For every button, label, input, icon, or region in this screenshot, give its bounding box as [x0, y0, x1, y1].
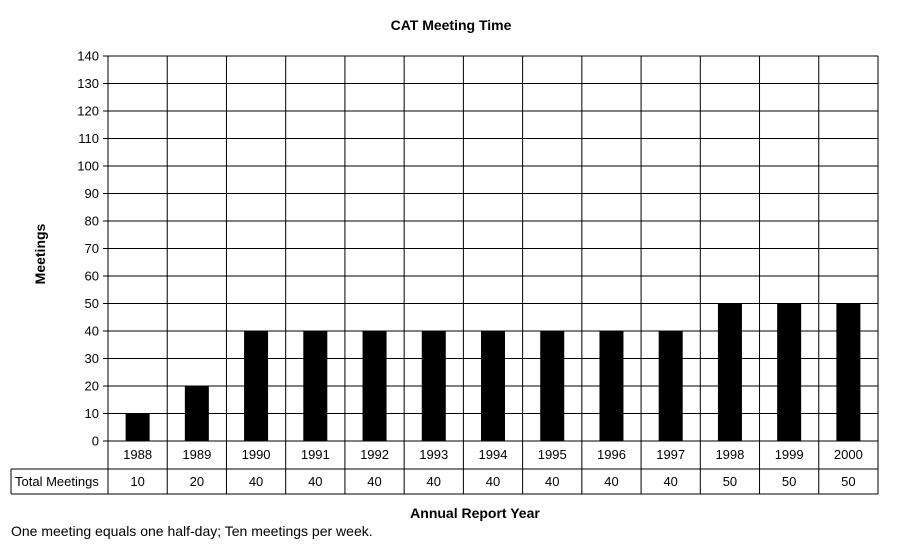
bar-1996	[599, 331, 623, 441]
y-tick-label: 80	[84, 213, 99, 229]
x-tick-label: 1995	[537, 447, 567, 462]
table-cell-1991: 40	[308, 474, 323, 489]
y-axis-ticks	[77, 49, 108, 449]
bar-1990	[244, 331, 268, 441]
bar-1997	[659, 331, 683, 441]
y-tick-label: 50	[84, 296, 99, 311]
y-tick-label: 100	[77, 158, 99, 174]
bar-1995	[540, 331, 564, 441]
bar-1988	[126, 414, 150, 442]
x-tick-label: 1993	[419, 447, 449, 462]
footnote: One meeting equals one half-day; Ten meetings per week.	[11, 523, 373, 539]
y-tick-label: 10	[84, 406, 99, 421]
table-row-label: Total Meetings	[15, 474, 99, 489]
x-tick-label: 1996	[597, 447, 626, 462]
y-tick-label: 40	[84, 323, 99, 339]
x-tick-label: 1992	[360, 447, 389, 462]
table-cell-1988: 10	[130, 474, 145, 489]
x-tick-label: 1999	[774, 447, 804, 462]
x-tick-label: 1991	[300, 447, 330, 462]
table-cell-2000: 50	[841, 474, 856, 489]
table-cell-1989: 20	[189, 474, 205, 489]
y-axis-label: Meetings	[32, 223, 48, 285]
bar-1992	[363, 331, 387, 441]
table-cell-1999: 50	[781, 474, 797, 489]
data-table	[11, 447, 878, 494]
bar-2000	[836, 304, 860, 442]
bar-1999	[777, 304, 801, 442]
y-tick-label: 120	[77, 103, 99, 119]
bar-1989	[185, 386, 209, 441]
y-tick-label: 140	[77, 48, 99, 64]
table-cell-1993: 40	[426, 474, 442, 489]
x-tick-label: 1998	[715, 447, 745, 462]
chart-title: CAT Meeting Time	[390, 17, 512, 33]
table-cell-1990: 40	[248, 474, 264, 489]
x-tick-label: 1990	[241, 447, 271, 462]
y-tick-label: 60	[84, 268, 99, 284]
bar-1993	[422, 331, 446, 441]
bar-1998	[718, 304, 742, 442]
table-cell-1996: 40	[604, 474, 619, 489]
x-tick-label: 1988	[123, 447, 153, 462]
table-cell-1992: 40	[367, 474, 382, 489]
x-tick-label: 1997	[656, 447, 686, 462]
x-tick-label: 2000	[833, 447, 863, 462]
x-tick-label: 1994	[478, 447, 508, 462]
table-cell-1997: 40	[663, 474, 678, 489]
bars	[126, 304, 861, 442]
table-cell-1995: 40	[544, 474, 560, 489]
y-tick-label: 70	[84, 241, 99, 256]
x-tick-label: 1989	[182, 447, 212, 462]
y-tick-label: 0	[91, 433, 99, 449]
bar-1991	[303, 331, 327, 441]
table-cell-1998: 50	[722, 474, 738, 489]
table-cell-1994: 40	[485, 474, 501, 489]
x-axis-label: Annual Report Year	[410, 505, 540, 521]
y-tick-label: 30	[84, 351, 99, 366]
y-tick-label: 110	[78, 131, 99, 146]
y-tick-label: 90	[84, 186, 99, 201]
y-tick-label: 130	[77, 76, 99, 91]
y-tick-label: 20	[84, 378, 99, 394]
bar-1994	[481, 331, 505, 441]
